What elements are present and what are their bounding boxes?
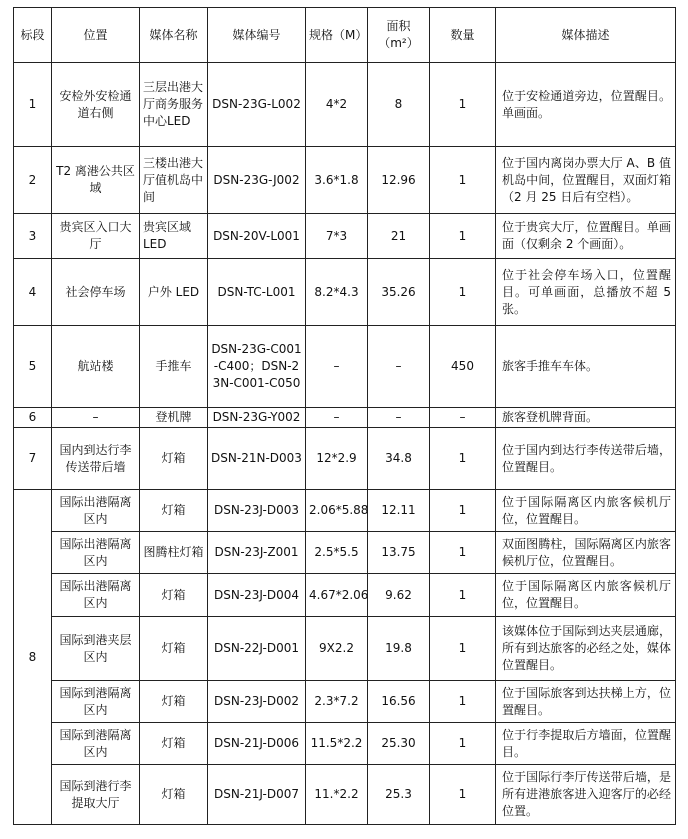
cell-media-code: DSN-TC-L001: [208, 259, 306, 326]
cell-spec: 4.67*2.06: [306, 574, 368, 617]
header-row: [14, 8, 676, 63]
cell-spec: 9X2.2: [306, 617, 368, 681]
cell-description: 位于贵宾大厅，位置醒目。单画面（仅剩余 2 个画面）。: [496, 214, 676, 259]
cell-area: 12.96: [368, 147, 430, 214]
cell-quantity: –: [430, 408, 496, 428]
cell-media-name: 三楼出港大厅值机岛中间: [140, 147, 208, 214]
cell-section: 4: [14, 259, 52, 326]
header-quantity: 数量: [430, 8, 496, 63]
cell-area: 8: [368, 63, 430, 147]
cell-location: 国际出港隔离区内: [52, 574, 140, 617]
cell-section: 8: [14, 490, 52, 825]
cell-spec: 12*2.9: [306, 428, 368, 490]
table-row: [14, 681, 676, 723]
header-spec: 规格（M）: [306, 8, 368, 63]
cell-quantity: 1: [430, 214, 496, 259]
cell-location: 贵宾区入口大厅: [52, 214, 140, 259]
cell-quantity: 1: [430, 490, 496, 532]
cell-description: 位于安检通道旁边，位置醒目。单画面。: [496, 63, 676, 147]
cell-area: 35.26: [368, 259, 430, 326]
cell-quantity: 1: [430, 617, 496, 681]
cell-spec: –: [306, 326, 368, 408]
cell-section: 5: [14, 326, 52, 408]
cell-media-name: 灯箱: [140, 574, 208, 617]
cell-location: –: [52, 408, 140, 428]
cell-media-code: DSN-23G-Y002: [208, 408, 306, 428]
cell-media-name: 户外 LED: [140, 259, 208, 326]
cell-description: 位于社会停车场入口，位置醒目。可单画面，总播放不超 5 张。: [496, 259, 676, 326]
table-row: [14, 214, 676, 259]
cell-media-code: DSN-23G-L002: [208, 63, 306, 147]
table-row: [14, 259, 676, 326]
cell-area: 19.8: [368, 617, 430, 681]
cell-spec: 8.2*4.3: [306, 259, 368, 326]
cell-description: 位于国内离岗办票大厅 A、B 值机岛中间，位置醒目，双面灯箱（2 月 25 日后有空档）。: [496, 147, 676, 214]
cell-location: 社会停车场: [52, 259, 140, 326]
cell-quantity: 1: [430, 63, 496, 147]
cell-media-code: DSN-21J-D007: [208, 765, 306, 825]
cell-area: 12.11: [368, 490, 430, 532]
header-media-code: 媒体编号: [208, 8, 306, 63]
cell-media-name: 灯箱: [140, 765, 208, 825]
cell-media-code: DSN-23J-Z001: [208, 532, 306, 574]
cell-spec: 2.06*5.88: [306, 490, 368, 532]
cell-area: 25.30: [368, 723, 430, 765]
media-table: [13, 7, 676, 825]
cell-description: 旅客登机牌背面。: [496, 408, 676, 428]
header-location: 位置: [52, 8, 140, 63]
cell-description: 位于国际隔离区内旅客候机厅位，位置醒目。: [496, 574, 676, 617]
header-media-name: 媒体名称: [140, 8, 208, 63]
cell-description: 旅客手推车车体。: [496, 326, 676, 408]
cell-media-name: 手推车: [140, 326, 208, 408]
header-description: 媒体描述: [496, 8, 676, 63]
cell-media-name: 灯箱: [140, 490, 208, 532]
cell-area: 21: [368, 214, 430, 259]
cell-area: 13.75: [368, 532, 430, 574]
cell-description: 位于国际隔离区内旅客候机厅位，位置醒目。: [496, 490, 676, 532]
table-row: [14, 326, 676, 408]
cell-area: 34.8: [368, 428, 430, 490]
cell-description: 位于国际旅客到达扶梯上方，位置醒目。: [496, 681, 676, 723]
cell-spec: 2.3*7.2: [306, 681, 368, 723]
table-row: [14, 617, 676, 681]
cell-section: 6: [14, 408, 52, 428]
cell-quantity: 1: [430, 428, 496, 490]
cell-spec: 3.6*1.8: [306, 147, 368, 214]
cell-quantity: 1: [430, 532, 496, 574]
cell-quantity: 1: [430, 765, 496, 825]
cell-description: 位于行李提取后方墙面，位置醒目。: [496, 723, 676, 765]
cell-spec: 7*3: [306, 214, 368, 259]
cell-media-name: 三层出港大厅商务服务中心LED: [140, 63, 208, 147]
cell-media-code: DSN-21N-D003: [208, 428, 306, 490]
table-row: [14, 63, 676, 147]
cell-spec: 2.5*5.5: [306, 532, 368, 574]
cell-spec: –: [306, 408, 368, 428]
cell-location: T2 离港公共区域: [52, 147, 140, 214]
cell-quantity: 450: [430, 326, 496, 408]
cell-quantity: 1: [430, 681, 496, 723]
cell-location: 航站楼: [52, 326, 140, 408]
cell-media-name: 灯箱: [140, 723, 208, 765]
cell-quantity: 1: [430, 723, 496, 765]
cell-media-name: 灯箱: [140, 617, 208, 681]
table-row: [14, 147, 676, 214]
cell-area: 16.56: [368, 681, 430, 723]
cell-description: 双面图腾柱，国际隔离区内旅客候机厅位，位置醒目。: [496, 532, 676, 574]
table-row: [14, 723, 676, 765]
cell-location: 国际出港隔离区内: [52, 490, 140, 532]
header-bidsection: 标段: [14, 8, 52, 63]
cell-spec: 11.5*2.2: [306, 723, 368, 765]
cell-spec: 11.*2.2: [306, 765, 368, 825]
cell-description: 位于国际行李厅传送带后墙，是所有进港旅客进入迎客厅的必经位置。: [496, 765, 676, 825]
cell-media-code: DSN-23J-D003: [208, 490, 306, 532]
cell-location: 国际出港隔离区内: [52, 532, 140, 574]
table-row: [14, 428, 676, 490]
cell-media-name: 灯箱: [140, 428, 208, 490]
table-row: [14, 408, 676, 428]
cell-section: 2: [14, 147, 52, 214]
cell-location: 国内到达行李传送带后墙: [52, 428, 140, 490]
cell-media-name: 贵宾区域 LED: [140, 214, 208, 259]
table-row: [14, 532, 676, 574]
header-area: 面积（m²）: [368, 8, 430, 63]
cell-section: 3: [14, 214, 52, 259]
cell-quantity: 1: [430, 259, 496, 326]
cell-media-code: DSN-23G-J002: [208, 147, 306, 214]
cell-media-name: 灯箱: [140, 681, 208, 723]
cell-description: 该媒体位于国际到达夹层通廊，所有到达旅客的必经之处，媒体位置醒目。: [496, 617, 676, 681]
cell-location: 安检外安检通道右侧: [52, 63, 140, 147]
cell-spec: 4*2: [306, 63, 368, 147]
cell-section: 7: [14, 428, 52, 490]
cell-media-name: 登机牌: [140, 408, 208, 428]
cell-media-code: DSN-23G-C001-C400；DSN-23N-C001-C050: [208, 326, 306, 408]
table-row: [14, 765, 676, 825]
cell-media-code: DSN-21J-D006: [208, 723, 306, 765]
cell-location: 国际到港隔离区内: [52, 681, 140, 723]
cell-media-code: DSN-22J-D001: [208, 617, 306, 681]
cell-location: 国际到港隔离区内: [52, 723, 140, 765]
cell-area: 25.3: [368, 765, 430, 825]
cell-media-code: DSN-20V-L001: [208, 214, 306, 259]
cell-area: 9.62: [368, 574, 430, 617]
cell-area: –: [368, 408, 430, 428]
table-row: [14, 574, 676, 617]
cell-location: 国际到港行李提取大厅: [52, 765, 140, 825]
cell-media-name: 图腾柱灯箱: [140, 532, 208, 574]
cell-media-code: DSN-23J-D004: [208, 574, 306, 617]
cell-area: –: [368, 326, 430, 408]
cell-quantity: 1: [430, 147, 496, 214]
cell-location: 国际到港夹层区内: [52, 617, 140, 681]
cell-quantity: 1: [430, 574, 496, 617]
cell-media-code: DSN-23J-D002: [208, 681, 306, 723]
cell-description: 位于国内到达行李传送带后墙，位置醒目。: [496, 428, 676, 490]
table-row: [14, 490, 676, 532]
cell-section: 1: [14, 63, 52, 147]
